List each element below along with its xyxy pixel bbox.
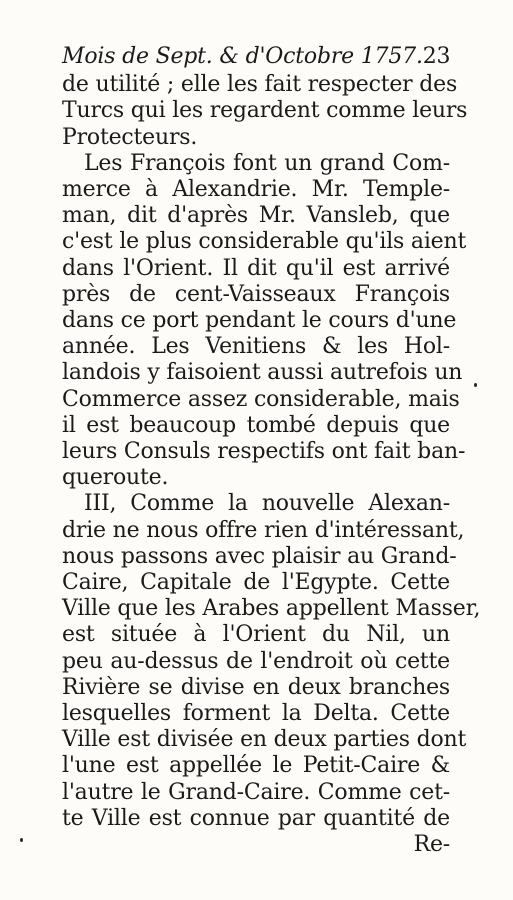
- text-line: Ville que les Arabes appellent Masser,: [62, 596, 481, 622]
- text-block: [62, 44, 481, 858]
- text-line: Protecteurs.: [62, 124, 198, 150]
- body-text: [62, 72, 481, 832]
- text-line: Commerce assez considerable, mais: [62, 386, 460, 412]
- text-line: dans l'Orient. Il dit qu'il est arrivé: [62, 255, 450, 281]
- text-line: année. Les Venitiens & les Hol-: [62, 334, 450, 360]
- text-line: il est beaucoup tombé depuis que: [62, 412, 450, 438]
- catchword: Re-: [413, 832, 450, 858]
- text-line: Rivière se divise en deux branches: [62, 674, 450, 700]
- text-line: est située à l'Orient du Nil, un: [62, 622, 450, 648]
- text-line: Les François font un grand Com-: [84, 150, 450, 176]
- text-line: III, Comme la nouvelle Alexan-: [84, 491, 450, 517]
- text-line: queroute.: [62, 465, 169, 491]
- text-line: peu au-dessus de l'endroit où cette: [62, 648, 450, 674]
- text-line: drie ne nous offre rien d'intéressant,: [62, 517, 465, 543]
- page-number: 23: [422, 44, 451, 69]
- text-line: landois y faisoient aussi autrefois un: [62, 360, 463, 386]
- text-line: merce à Alexandrie. Mr. Temple-: [62, 177, 450, 203]
- text-line: de utilité ; elle les fait respecter des: [62, 72, 458, 98]
- running-head: Mois de Sept. & d'Octobre 1757.: [62, 44, 423, 69]
- ink-speck: [474, 383, 477, 387]
- text-line: te Ville est connue par quantité de: [62, 805, 450, 831]
- text-line: Ville est divisée en deux parties dont: [62, 727, 467, 753]
- text-line: Caire, Capitale de l'Egypte. Cette: [62, 570, 450, 596]
- text-line: man, dit d'après Mr. Vansleb, que: [62, 203, 450, 229]
- text-line: leurs Consuls respectifs ont fait ban-: [62, 439, 466, 465]
- ink-speck: [20, 838, 23, 842]
- page-header: [62, 44, 450, 70]
- text-line: Turcs qui les regardent comme leurs: [62, 98, 468, 124]
- text-line: c'est le plus considerable qu'ils aient: [62, 229, 467, 255]
- text-line: dans ce port pendant le cours d'une: [62, 308, 457, 334]
- text-line: lesquelles forment la Delta. Cette: [62, 701, 450, 727]
- text-line: nous passons avec plaisir au Grand-: [62, 543, 457, 569]
- text-line: l'une est appellée le Petit-Caire &: [62, 753, 450, 779]
- text-line: l'autre le Grand-Caire. Comme cet-: [62, 779, 450, 805]
- text-line: près de cent-Vaisseaux François: [62, 281, 450, 307]
